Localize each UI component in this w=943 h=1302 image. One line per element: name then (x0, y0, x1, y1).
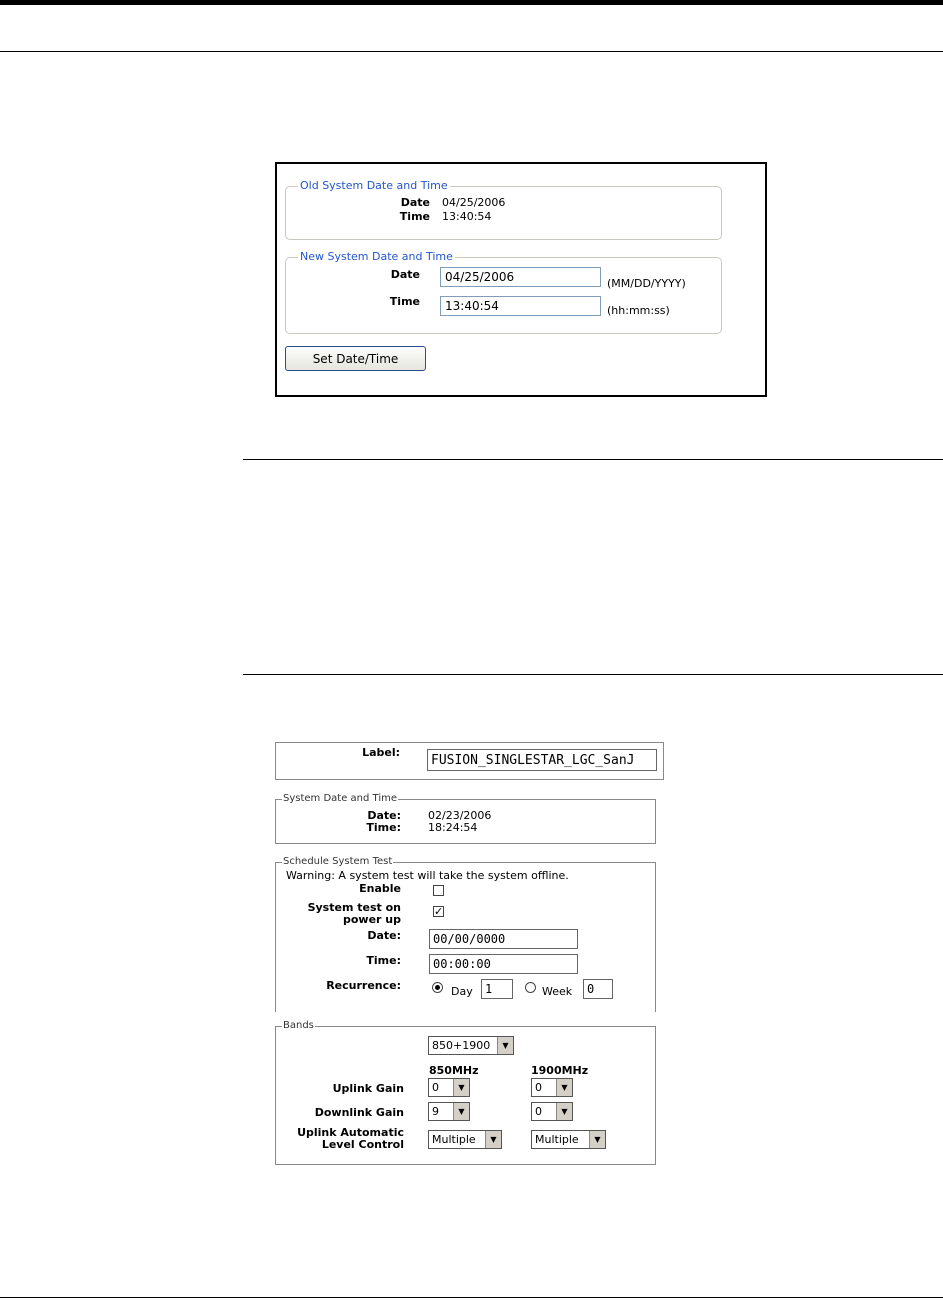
old-time-label: Time (399, 210, 430, 223)
label-input[interactable] (427, 749, 657, 771)
chevron-down-icon: ▼ (453, 1103, 469, 1120)
test-date-label: Date: (367, 929, 401, 942)
uplink-gain-850-select[interactable] (428, 1078, 470, 1097)
system-date-time-group (275, 793, 656, 844)
uplink-gain-label: Uplink Gain (332, 1082, 404, 1095)
schedule-system-test-legend: Schedule System Test (283, 856, 393, 867)
bands-select[interactable] (428, 1036, 514, 1055)
power-up-label: System test on power up (307, 901, 401, 926)
day-input[interactable] (481, 979, 513, 999)
new-date-time-legend: New System Date and Time (300, 250, 453, 263)
system-date-value: 02/23/2006 (428, 809, 492, 822)
uplink-gain-850-value: 0 (432, 1081, 439, 1094)
system-test-warning: Warning: A system test will take the system offline. (286, 869, 569, 882)
uplink-gain-1900-value: 0 (535, 1081, 542, 1094)
old-date-time-group (285, 179, 722, 240)
alc-label: Uplink Automatic Level Control (297, 1126, 404, 1151)
set-date-time-button[interactable]: Set Date/Time (285, 346, 426, 371)
alc-1900-value: Multiple (535, 1133, 579, 1146)
downlink-gain-1900-select[interactable] (531, 1102, 573, 1121)
new-time-format-hint: (hh:mm:ss) (607, 304, 670, 317)
test-time-label: Time: (366, 954, 401, 967)
old-date-label: Date (400, 196, 430, 209)
alc-850-value: Multiple (432, 1133, 476, 1146)
recurrence-label: Recurrence: (326, 979, 401, 992)
week-label: Week (542, 985, 573, 998)
chevron-down-icon: ▼ (556, 1079, 572, 1096)
new-time-input[interactable] (440, 296, 601, 316)
old-time-value: 13:40:54 (442, 210, 492, 223)
old-date-value: 04/25/2006 (442, 196, 506, 209)
week-radio[interactable] (525, 982, 536, 993)
system-date-label: Date: (367, 809, 401, 822)
week-input[interactable] (583, 979, 613, 999)
system-time-label: Time: (366, 821, 401, 834)
test-date-input[interactable] (429, 929, 578, 949)
new-time-label: Time (389, 295, 420, 308)
alc-1900-select[interactable] (531, 1130, 606, 1149)
system-date-time-legend: System Date and Time (283, 793, 398, 804)
day-label: Day (451, 985, 473, 998)
enable-label: Enable (359, 882, 401, 895)
section-rule-1 (243, 459, 943, 460)
col-1900-header: 1900MHz (531, 1064, 589, 1077)
system-time-value: 18:24:54 (428, 821, 478, 834)
date-time-screenshot (275, 162, 767, 397)
chevron-down-icon: ▼ (556, 1103, 572, 1120)
new-date-input[interactable] (440, 267, 601, 287)
bands-group (275, 1020, 656, 1165)
chevron-down-icon: ▼ (485, 1131, 501, 1148)
test-time-input[interactable] (429, 954, 578, 974)
footer-rule (0, 1297, 943, 1298)
bands-legend: Bands (283, 1020, 314, 1031)
section-rule-2 (243, 674, 943, 675)
header-rule-thick (0, 0, 943, 5)
new-date-label: Date (390, 268, 420, 281)
downlink-gain-1900-value: 0 (535, 1105, 542, 1118)
label-label: Label: (362, 746, 400, 759)
schedule-system-test-group (275, 856, 656, 1012)
alc-850-select[interactable] (428, 1130, 502, 1149)
chevron-down-icon: ▼ (589, 1131, 605, 1148)
system-config-screenshot (275, 742, 665, 1167)
col-850-header: 850MHz (429, 1064, 479, 1077)
old-date-time-legend: Old System Date and Time (300, 179, 448, 192)
power-up-checkbox[interactable]: ✓ (434, 905, 444, 918)
label-group (275, 742, 664, 780)
chevron-down-icon: ▼ (497, 1037, 513, 1054)
downlink-gain-850-select[interactable] (428, 1102, 470, 1121)
new-date-format-hint: (MM/DD/YYYY) (607, 277, 686, 290)
enable-checkbox[interactable] (433, 885, 444, 896)
header-rule-thin (0, 51, 943, 52)
day-radio[interactable] (432, 982, 443, 993)
new-date-time-group (285, 250, 722, 334)
uplink-gain-1900-select[interactable] (531, 1078, 573, 1097)
bands-select-value: 850+1900 (432, 1039, 491, 1052)
downlink-gain-label: Downlink Gain (314, 1106, 404, 1119)
chevron-down-icon: ▼ (453, 1079, 469, 1096)
downlink-gain-850-value: 9 (432, 1105, 439, 1118)
